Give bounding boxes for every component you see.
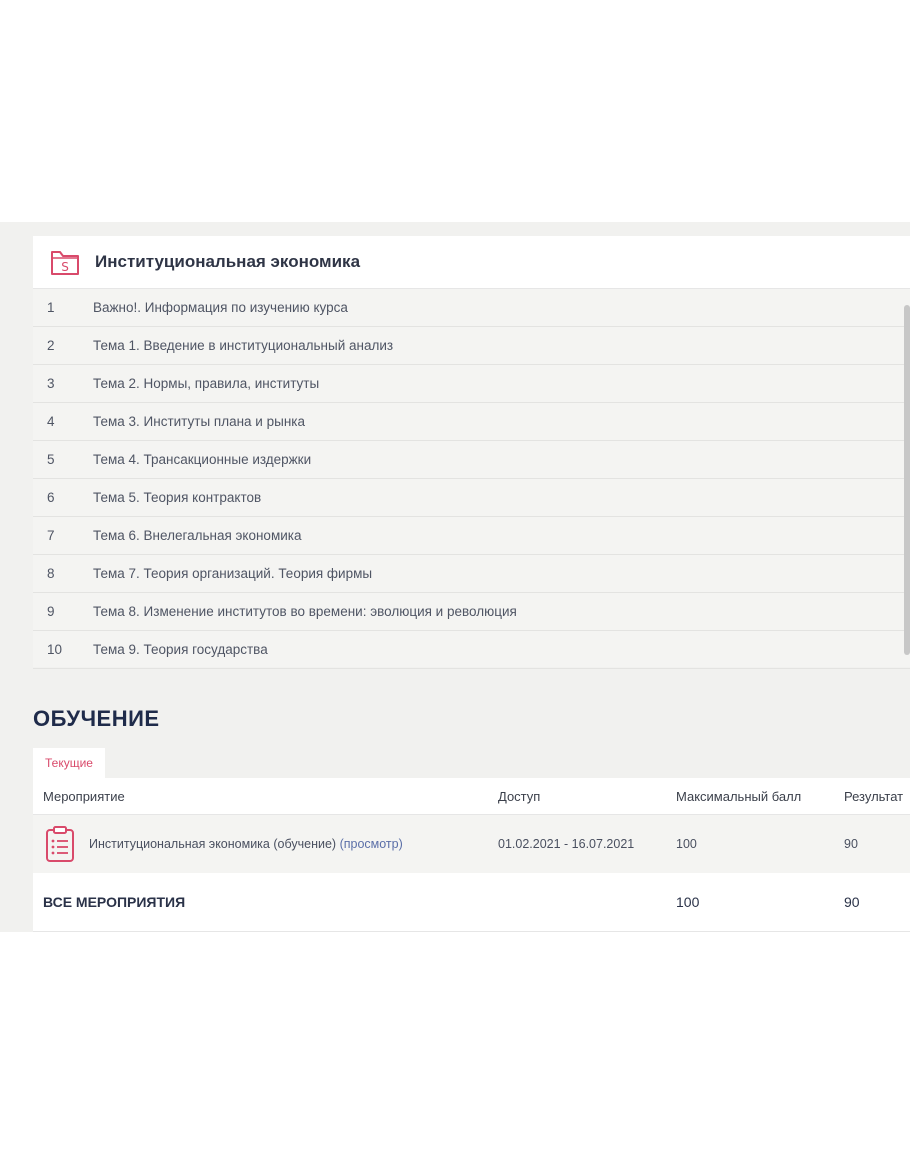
topic-row[interactable] (33, 555, 910, 593)
topic-number: 1 (47, 300, 55, 315)
topic-row[interactable] (33, 441, 910, 479)
clipboard-list-icon (45, 825, 75, 863)
table-header-row (33, 778, 910, 815)
topic-number: 10 (47, 642, 63, 657)
topic-number: 7 (47, 528, 55, 543)
topic-number: 6 (47, 490, 55, 505)
column-header-access: Доступ (498, 788, 541, 804)
topic-number: 4 (47, 414, 55, 429)
topic-title[interactable]: Тема 1. Введение в институциональный анализ (93, 338, 394, 353)
topic-row[interactable] (33, 479, 910, 517)
result-value: 90 (844, 837, 858, 851)
topic-title[interactable]: Тема 8. Изменение институтов во времени: эволюция и революция (93, 604, 517, 619)
topic-title[interactable]: Тема 2. Нормы, правила, институты (93, 376, 320, 391)
topic-row[interactable] (33, 403, 910, 441)
topic-title[interactable]: Тема 5. Теория контрактов (93, 490, 262, 505)
topic-row[interactable] (33, 631, 910, 669)
topic-title[interactable]: Тема 6. Внелегальная экономика (93, 528, 302, 543)
topic-title[interactable]: Тема 4. Трансакционные издержки (93, 452, 312, 467)
total-result: 90 (844, 894, 860, 910)
event-cell (45, 825, 403, 863)
topic-row[interactable] (33, 517, 910, 555)
max-score-value: 100 (676, 837, 697, 851)
topic-title[interactable]: Важно!. Информация по изучению курса (93, 300, 348, 315)
event-title: Институциональная экономика (обучение) (89, 837, 337, 851)
folder-s-icon (48, 245, 82, 279)
total-label: ВСЕ МЕРОПРИЯТИЯ (43, 894, 186, 910)
table-total-row (33, 873, 910, 932)
topic-row[interactable] (33, 289, 910, 327)
column-header-result: Результат (844, 788, 904, 804)
events-table (33, 778, 910, 932)
topic-title[interactable]: Тема 7. Теория организаций. Теория фирмы (93, 566, 373, 581)
topic-list (33, 289, 910, 667)
column-header-max-score: Максимальный балл (676, 788, 802, 804)
topic-number: 9 (47, 604, 55, 619)
column-header-event: Мероприятие (43, 788, 125, 804)
table-row (33, 815, 910, 873)
topic-number: 3 (47, 376, 55, 391)
course-header (33, 236, 910, 289)
topic-list-scrollbar[interactable] (904, 305, 910, 655)
course-card (33, 236, 910, 666)
topic-title[interactable]: Тема 3. Институты плана и рынка (93, 414, 305, 429)
section-title: ОБУЧЕНИЕ (33, 706, 160, 731)
access-period: 01.02.2021 - 16.07.2021 (498, 837, 635, 851)
topic-number: 5 (47, 452, 55, 467)
topic-number: 2 (47, 338, 55, 353)
course-title[interactable]: Институциональная экономика (95, 252, 361, 271)
view-link[interactable]: (просмотр) (339, 837, 403, 851)
tab-current[interactable]: Текущие (33, 748, 105, 778)
total-max-score: 100 (676, 894, 700, 910)
svg-text:S: S (61, 260, 69, 274)
topic-title[interactable]: Тема 9. Теория государства (93, 642, 268, 657)
app-screen (0, 222, 910, 932)
topic-row[interactable] (33, 327, 910, 365)
topic-row[interactable] (33, 365, 910, 403)
topic-row[interactable] (33, 593, 910, 631)
topic-number: 8 (47, 566, 55, 581)
